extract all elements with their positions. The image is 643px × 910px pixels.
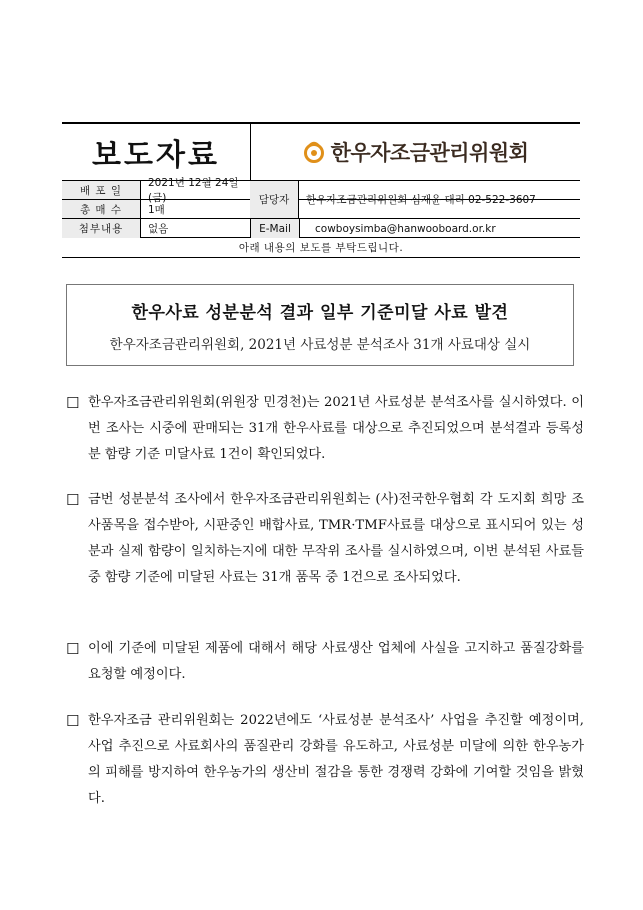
checkbox-bullet-icon: ☐ — [66, 491, 80, 509]
body-paragraph — [66, 708, 584, 812]
contact-label: 담당자 — [250, 181, 299, 218]
email-label: E-Mail — [251, 219, 300, 238]
body-paragraph — [66, 390, 584, 468]
info-label: 배 포 일 — [62, 181, 141, 199]
headline-title: 한우사료 성분분석 결과 일부 기준미달 사료 발견 — [131, 303, 509, 323]
info-value: 1매 — [148, 203, 165, 216]
checkbox-bullet-icon: ☐ — [66, 712, 80, 730]
headline-subtitle: 한우자조금관리위원회, 2021년 사료성분 분석조사 31개 사료대상 실시 — [109, 337, 531, 353]
contact-value: 한우자조금관리위원회 심재윤 대리 02-522-3607 — [306, 194, 536, 206]
checkbox-bullet-icon: ☐ — [66, 640, 80, 658]
headline-box — [66, 284, 574, 366]
info-label: 총 매 수 — [62, 200, 141, 218]
press-release-header — [62, 122, 580, 258]
info-row-attachment — [62, 218, 580, 238]
email-cell — [250, 219, 581, 238]
title-cell — [62, 124, 251, 180]
checkbox-bullet-icon: ☐ — [66, 394, 80, 412]
info-value: 2021년 12월 24일(금) — [148, 177, 239, 204]
info-value: 없음 — [148, 223, 169, 235]
paragraph-text: 한우자조금관리위원회(위원장 민경천)는 2021년 사료성분 분석조사를 실시하였다. 이번 조사는 시중에 판매되는 31개 한우사료를 대상으로 추진되었으며 분석결과 등록성분 함량 기준 미달사료 1건이 확인되었다. — [88, 395, 584, 462]
paragraph-text: 이에 기준에 미달된 제품에 대해서 해당 사료생산 업체에 사실을 고지하고 품질강화를 요청할 예정이다. — [88, 641, 584, 682]
logo-icon — [303, 141, 325, 163]
notice-text: 아래 내용의 보도를 부탁드립니다. — [62, 238, 580, 258]
body-paragraph — [66, 487, 584, 591]
body-paragraph — [66, 636, 584, 688]
organization-logo — [251, 124, 580, 180]
paragraph-text: 금번 성분분석 조사에서 한우자조금관리위원회는 (사)전국한우협회 각 도지회 희망 조사품목을 접수받아, 시판중인 배합사료, TMR·TMF사료를 대상으로 표시되어 있는 성분과 실제 함량이 일치하는지에 대한 무작위 조사를 실시하였으며, 이번 분석된 사료들 중 함량 기준에 미달된 사료는 31개 품목 중 1건으로 조사되었다. — [88, 492, 584, 585]
paragraph-text: 한우자조금 관리위원회는 2022년에도 ‘사료성분 분석조사’ 사업을 추진할 예정이며, 사업 추진으로 사료회사의 품질관리 강화를 유도하고, 사료성분 미달에 의한 한우농가의 피해를 방지하여 한우농가의 생산비 절감을 통한 경쟁력 강화에 기여할 것임을 밝혔다. — [88, 713, 584, 806]
email-value: cowboysimba@hanwooboard.or.kr — [315, 222, 496, 235]
press-release-title: 보도자료 — [92, 138, 220, 173]
header-info-rows — [62, 177, 580, 238]
header-title-row — [62, 122, 580, 181]
logo-text: 한우자조금관리위원회 — [330, 141, 529, 165]
info-label: 첨부내용 — [62, 219, 141, 238]
contact-cell — [250, 181, 580, 218]
